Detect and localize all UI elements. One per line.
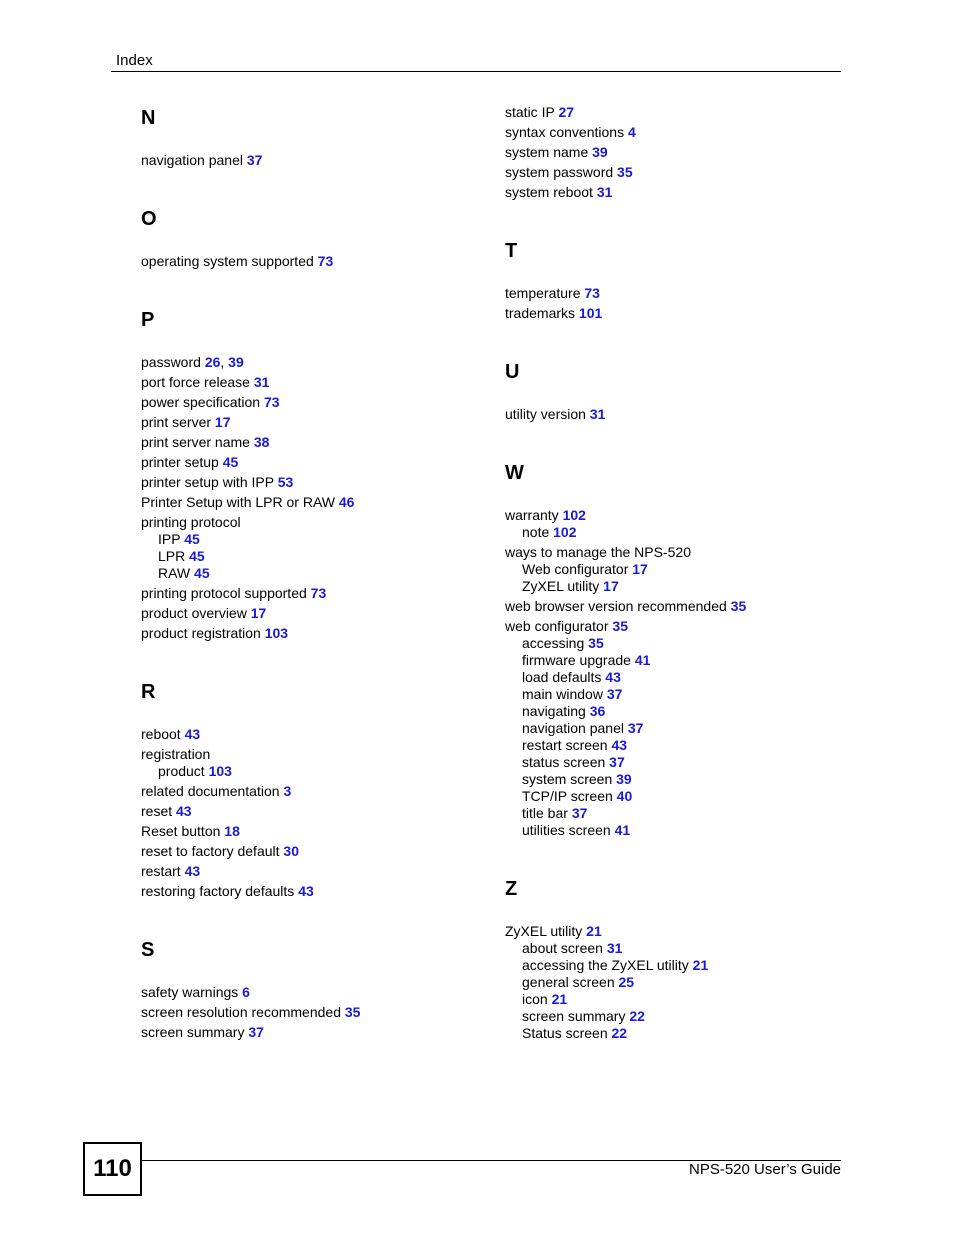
- section-letter-heading: S: [141, 939, 155, 961]
- page-ref-link[interactable]: 31: [253, 374, 270, 390]
- index-entry-text: port force release: [141, 374, 250, 390]
- page-ref-link[interactable]: 40: [616, 788, 633, 804]
- index-entry: [141, 605, 481, 622]
- index-entry: [141, 883, 481, 900]
- page-ref-link[interactable]: 38: [253, 434, 270, 450]
- page-ref-link[interactable]: 43: [184, 726, 201, 742]
- page-ref-link[interactable]: 36: [589, 703, 606, 719]
- page-ref-link[interactable]: 25: [618, 974, 635, 990]
- page-ref-link[interactable]: 35: [730, 598, 747, 614]
- index-subentry-text: about screen: [522, 940, 603, 956]
- index-entry: [505, 124, 845, 141]
- index-entry: [141, 454, 481, 471]
- index-subentry: [505, 524, 845, 541]
- index-section: [141, 308, 481, 642]
- index-entry-text: Reset button: [141, 823, 221, 839]
- page-ref-link[interactable]: 41: [614, 822, 631, 838]
- index-subentry-text: accessing: [522, 635, 585, 651]
- index-section: [141, 207, 481, 270]
- index-entry: [141, 394, 481, 411]
- index-entry-text: ZyXEL utility: [505, 923, 583, 939]
- index-subentry: [505, 940, 845, 957]
- page-ref-link[interactable]: 4: [627, 124, 636, 140]
- index-entry: [505, 164, 845, 181]
- index-entry-text: ways to manage the NPS-520: [505, 544, 691, 560]
- index-entry: [505, 544, 845, 561]
- index-section: [505, 877, 845, 1042]
- index-entry: [505, 285, 845, 302]
- index-section: [505, 239, 845, 322]
- page-ref-link[interactable]: 37: [609, 754, 625, 770]
- section-letter-heading: T: [505, 240, 518, 262]
- page-ref-link[interactable]: 53: [277, 474, 294, 490]
- index-section: [141, 680, 481, 900]
- index-entry-text: restoring factory defaults: [141, 883, 295, 899]
- index-subentry-text: TCP/IP screen: [522, 788, 613, 804]
- index-section: [141, 938, 481, 1041]
- index-entry-text: printer setup: [141, 454, 219, 470]
- page-ref-link[interactable]: 21: [692, 957, 709, 973]
- index-subentry-text: ZyXEL utility: [522, 578, 600, 594]
- index-subentry: [505, 1008, 845, 1025]
- page-ref-link[interactable]: 45: [184, 531, 200, 547]
- index-subentry-text: Web configurator: [522, 561, 629, 577]
- section-letter-heading: O: [141, 208, 157, 230]
- index-entry: [141, 783, 481, 800]
- page-ref-link[interactable]: 43: [611, 737, 628, 753]
- page-ref-link[interactable]: 17: [632, 561, 648, 577]
- page-ref-link[interactable]: 73: [317, 253, 334, 269]
- index-entry: [141, 414, 481, 431]
- index-entry-text: temperature: [505, 285, 581, 301]
- index-subentry: [505, 754, 845, 771]
- index-subentry: [505, 957, 845, 974]
- page-ref-link[interactable]: 46: [338, 494, 355, 510]
- page-ref-link[interactable]: 43: [176, 803, 192, 819]
- index-entry: [141, 984, 481, 1001]
- index-entry-text: screen summary: [141, 1024, 245, 1040]
- page-ref-link[interactable]: 45: [222, 454, 239, 470]
- page-ref-link[interactable]: 6: [242, 984, 250, 1000]
- index-subentry: [505, 974, 845, 991]
- index-entry-text: power specification: [141, 394, 261, 410]
- index-subentry-text: firmware upgrade: [522, 652, 631, 668]
- index-entry: [141, 803, 481, 820]
- index-subentry-text: system screen: [522, 771, 613, 787]
- index-column-left: [141, 100, 481, 1079]
- index-entry-text: warranty: [505, 507, 559, 523]
- page-ref-link[interactable]: 26: [204, 354, 221, 370]
- index-entry: [141, 823, 481, 840]
- page-ref-link[interactable]: 37: [246, 152, 263, 168]
- index-entry-text: printer setup with IPP: [141, 474, 274, 490]
- index-entry: [141, 843, 481, 860]
- index-entry: [505, 104, 845, 121]
- page-ref-link[interactable]: 73: [584, 285, 600, 301]
- index-entry-text: related documentation: [141, 783, 280, 799]
- index-entry: [141, 1024, 481, 1041]
- page-ref-link[interactable]: 39: [592, 144, 608, 160]
- index-entry: [505, 923, 845, 940]
- index-entry-text: reset: [141, 803, 173, 819]
- index-entry-text: Printer Setup with LPR or RAW: [141, 494, 335, 510]
- index-entry-text: system reboot: [505, 184, 593, 200]
- page-ref-link[interactable]: 39: [228, 354, 244, 370]
- page-ref-link[interactable]: 102: [553, 524, 577, 540]
- index-entry-text: print server name: [141, 434, 250, 450]
- index-subentry: [141, 763, 481, 780]
- index-entry-text: print server: [141, 414, 212, 430]
- index-entry: [505, 598, 845, 615]
- section-letter-heading: N: [141, 107, 156, 129]
- index-subentry: [505, 805, 845, 822]
- index-section: [505, 104, 845, 201]
- index-entry: [141, 585, 481, 602]
- index-entry-text: system name: [505, 144, 589, 160]
- index-entry: [141, 434, 481, 451]
- index-subentry-text: LPR: [158, 548, 186, 564]
- page-ref-link[interactable]: 31: [606, 940, 623, 956]
- page-ref-link[interactable]: 43: [605, 669, 621, 685]
- index-entry: [505, 618, 845, 635]
- page-ref-link[interactable]: 27: [558, 104, 575, 120]
- page-ref-link[interactable]: 103: [208, 763, 232, 779]
- index-subentry-text: navigating: [522, 703, 586, 719]
- page-ref-link[interactable]: 43: [298, 883, 314, 899]
- index-entry-text: restart: [141, 863, 181, 879]
- index-entry: [505, 184, 845, 201]
- index-subentry: [505, 788, 845, 805]
- index-entry: [505, 305, 845, 322]
- index-entry: [141, 253, 481, 270]
- index-subentry: [141, 548, 481, 565]
- page-ref-link[interactable]: 17: [250, 605, 267, 621]
- page-ref-link[interactable]: 35: [588, 635, 604, 651]
- index-entry: [505, 507, 845, 524]
- index-entry-text: web configurator: [505, 618, 609, 634]
- index-entry-text: system password: [505, 164, 614, 180]
- index-subentry-text: accessing the ZyXEL utility: [522, 957, 689, 973]
- index-entry: [141, 374, 481, 391]
- index-entry-text: password: [141, 354, 201, 370]
- page-ref-link[interactable]: 45: [189, 548, 205, 564]
- page-ref-link[interactable]: 35: [344, 1004, 361, 1020]
- index-entry-text: product overview: [141, 605, 247, 621]
- index-entry: [141, 746, 481, 763]
- index-entry-text: trademarks: [505, 305, 576, 321]
- index-subentry-text: Status screen: [522, 1025, 608, 1041]
- index-section: [141, 106, 481, 169]
- index-subentry: [505, 561, 845, 578]
- index-entry-text: safety warnings: [141, 984, 239, 1000]
- index-subentry-text: navigation panel: [522, 720, 624, 736]
- index-column-right: [505, 100, 845, 1080]
- page-ref-link[interactable]: 37: [571, 805, 588, 821]
- page-ref-link[interactable]: 37: [606, 686, 623, 702]
- index-entry: [141, 1004, 481, 1021]
- index-subentry: [505, 822, 845, 839]
- header-section-label: Index: [116, 52, 153, 69]
- index-subentry: [505, 991, 845, 1008]
- page-ref-link[interactable]: 35: [612, 618, 628, 634]
- index-entry-text: web browser version recommended: [505, 598, 727, 614]
- page-ref-link[interactable]: 17: [214, 414, 231, 430]
- index-subentry-text: load defaults: [522, 669, 602, 685]
- index-entry-text: operating system supported: [141, 253, 314, 269]
- header-rule: [111, 71, 841, 72]
- page-ref-link[interactable]: 22: [629, 1008, 645, 1024]
- index-subentry-text: main window: [522, 686, 603, 702]
- page-ref-link[interactable]: 73: [263, 394, 280, 410]
- index-subentry-text: utilities screen: [522, 822, 611, 838]
- page-ref-link[interactable]: 21: [586, 923, 602, 939]
- page-ref-link[interactable]: 30: [283, 843, 299, 859]
- page-ref-link[interactable]: 22: [611, 1025, 628, 1041]
- page-ref-link[interactable]: 73: [310, 585, 327, 601]
- index-subentry-text: RAW: [158, 565, 191, 581]
- section-letter-heading: Z: [505, 878, 518, 900]
- index-subentry: [505, 669, 845, 686]
- page-ref-link[interactable]: 37: [627, 720, 644, 736]
- index-entry: password 26, 39: [141, 354, 244, 370]
- page-ref-link[interactable]: 17: [603, 578, 619, 594]
- section-letter-heading: U: [505, 361, 520, 383]
- index-entry: [141, 726, 481, 743]
- index-entry-text: utility version: [505, 406, 586, 422]
- index-subentry: [505, 635, 845, 652]
- index-entry: [505, 406, 845, 423]
- index-entry-text: registration: [141, 746, 211, 762]
- index-subentry: [505, 703, 845, 720]
- index-section: [505, 461, 845, 839]
- index-subentry-text: product: [158, 763, 205, 779]
- page-ref-link[interactable]: 18: [224, 823, 240, 839]
- page-ref-link[interactable]: 35: [617, 164, 633, 180]
- index-entry-text: reset to factory default: [141, 843, 280, 859]
- index-subentry-text: status screen: [522, 754, 606, 770]
- page-ref-link[interactable]: 39: [616, 771, 632, 787]
- index-entry-text: product registration: [141, 625, 261, 641]
- page-ref-link[interactable]: 31: [596, 184, 613, 200]
- page-ref-link[interactable]: 101: [578, 305, 603, 321]
- index-entry-text: navigation panel: [141, 152, 243, 168]
- index-entry: [141, 863, 481, 880]
- index-subentry: [505, 771, 845, 788]
- index-subentry: [141, 565, 481, 582]
- page-ref-link[interactable]: 45: [194, 565, 210, 581]
- page-ref-link[interactable]: 102: [562, 507, 586, 523]
- page-ref-link[interactable]: 31: [589, 406, 606, 422]
- index-section: [505, 360, 845, 423]
- index-entry: [141, 494, 481, 511]
- section-letter-heading: P: [141, 309, 155, 331]
- index-entry-text: static IP: [505, 104, 555, 120]
- page-ref-link[interactable]: 21: [551, 991, 568, 1007]
- index-subentry-text: icon: [522, 991, 548, 1007]
- guide-title: NPS-520 User’s Guide: [688, 1161, 841, 1178]
- page-number: 110: [83, 1142, 142, 1196]
- page-ref-link[interactable]: 41: [634, 652, 651, 668]
- index-subentry: [505, 686, 845, 703]
- index-subentry-text: title bar: [522, 805, 568, 821]
- index-entry-text: printing protocol supported: [141, 585, 307, 601]
- index-entry-text: reboot: [141, 726, 181, 742]
- index-entry: [141, 625, 481, 642]
- index-subentry-text: screen summary: [522, 1008, 626, 1024]
- index-subentry-text: general screen: [522, 974, 615, 990]
- page-ref-link[interactable]: 43: [184, 863, 201, 879]
- index-subentry-text: IPP: [158, 531, 181, 547]
- index-entry-text: printing protocol: [141, 514, 241, 530]
- section-letter-heading: R: [141, 681, 156, 703]
- index-subentry: [505, 578, 845, 595]
- index-subentry-text: note: [522, 524, 550, 540]
- index-entry: [505, 144, 845, 161]
- index-entry: [141, 474, 481, 491]
- index-subentry: [505, 1025, 845, 1042]
- index-entry-text: screen resolution recommended: [141, 1004, 341, 1020]
- index-entry-text: syntax conventions: [505, 124, 625, 140]
- page-ref-link[interactable]: 3: [283, 783, 292, 799]
- index-subentry: [505, 737, 845, 754]
- index-subentry: [505, 652, 845, 669]
- index-subentry: [141, 531, 481, 548]
- index-subentry: [505, 720, 845, 737]
- index-entry: [141, 152, 481, 169]
- section-letter-heading: W: [505, 462, 524, 484]
- page-ref-link[interactable]: 103: [264, 625, 289, 641]
- index-subentry-text: restart screen: [522, 737, 608, 753]
- index-entry: [141, 514, 481, 531]
- page-ref-link[interactable]: 37: [248, 1024, 264, 1040]
